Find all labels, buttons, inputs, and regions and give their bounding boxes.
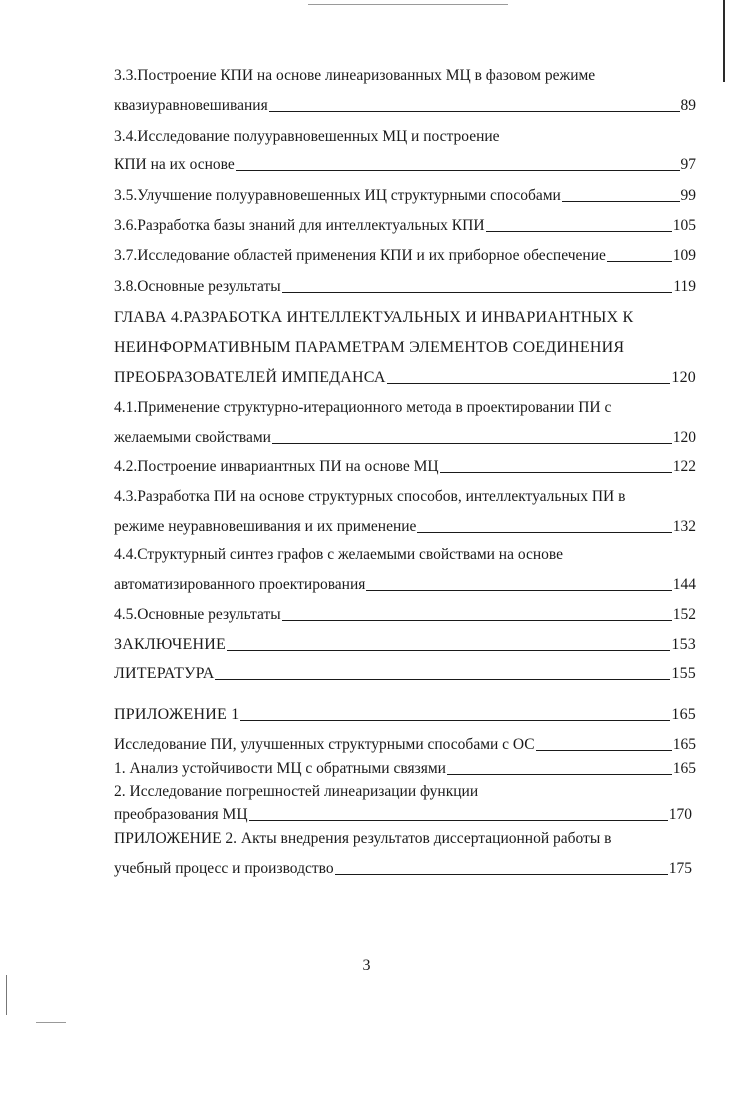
leader-line: [335, 874, 668, 875]
toc-line: [114, 309, 696, 327]
leader-line: [236, 170, 680, 171]
toc-page-number: 122: [672, 458, 696, 475]
toc-entry-text: ЛИТЕРАТУРА: [114, 665, 215, 682]
leader-line: [486, 231, 672, 232]
toc-line: [114, 399, 696, 417]
leader-line: [447, 774, 672, 775]
toc-entry-text: преобразования МЦ: [114, 806, 248, 823]
toc-line[interactable]: [114, 429, 696, 447]
toc-page-number: 155: [671, 665, 696, 682]
toc-line[interactable]: [114, 187, 696, 205]
toc-entry-text: 4.2.Построение инвариантных ПИ на основе МЦ: [114, 458, 439, 475]
toc-entry-text: Исследование ПИ, улучшенных структурными способами с ОС: [114, 736, 535, 753]
leader-line: [227, 650, 670, 651]
toc-line[interactable]: [114, 576, 696, 594]
toc-page-number: 109: [672, 247, 696, 264]
leader-line: [417, 532, 671, 533]
toc-entry-text: 1. Анализ устойчивости МЦ с обратными связями: [114, 760, 446, 777]
leader-line: [366, 590, 671, 591]
toc-entry-text: желаемыми свойствами: [114, 429, 271, 446]
toc-entry-text: ГЛАВА 4.РАЗРАБОТКА ИНТЕЛЛЕКТУАЛЬНЫХ И ИНВАРИАНТНЫХ К: [114, 309, 634, 326]
toc-entry-text: ПРЕОБРАЗОВАТЕЛЕЙ ИМПЕДАНСА: [114, 369, 386, 386]
leader-line: [249, 820, 668, 821]
toc-line[interactable]: [114, 665, 696, 683]
toc-entry-text: учебный процесс и производство: [114, 860, 334, 877]
toc-line[interactable]: [114, 760, 696, 778]
toc-page-number: 99: [680, 187, 696, 204]
toc-entry-text: НЕИНФОРМАТИВНЫМ ПАРАМЕТРАМ ЭЛЕМЕНТОВ СОЕДИНЕНИЯ: [114, 339, 625, 356]
toc-entry-text: ПРИЛОЖЕНИЕ 1: [114, 706, 240, 723]
toc-line[interactable]: [114, 97, 696, 115]
toc-entry-text: ПРИЛОЖЕНИЕ 2. Акты внедрения результатов диссертационной работы в: [114, 830, 612, 847]
toc-line[interactable]: [114, 860, 692, 878]
toc-line: [114, 546, 696, 564]
toc-line[interactable]: [114, 806, 692, 824]
leader-line: [269, 111, 680, 112]
leader-line: [240, 720, 670, 721]
leader-line: [440, 472, 672, 473]
toc-line[interactable]: [114, 736, 696, 754]
toc-entry-text: 4.3.Разработка ПИ на основе структурных способов, интеллектуальных ПИ в: [114, 488, 626, 505]
toc-line: [114, 830, 696, 848]
toc-page-number: 132: [672, 518, 696, 535]
toc-line[interactable]: [114, 606, 696, 624]
toc-entry-text: КПИ на их основе: [114, 156, 235, 173]
leader-line: [282, 292, 673, 293]
toc-page-number: 175: [668, 860, 692, 877]
toc-line: [114, 339, 696, 357]
leader-line: [536, 750, 672, 751]
toc-entry-text: автоматизированного проектирования: [114, 576, 366, 593]
toc-entry-text: квазиуравновешивания: [114, 97, 268, 114]
page-number: 3: [362, 957, 371, 974]
leader-line: [607, 261, 672, 262]
toc-page-number: 165: [671, 706, 696, 723]
toc-line: [114, 67, 696, 85]
toc-entry-text: 3.3.Построение КПИ на основе линеаризованных МЦ в фазовом режиме: [114, 67, 596, 84]
toc-line[interactable]: [114, 369, 696, 387]
toc-page-number: 144: [672, 576, 696, 593]
toc-entry-text: 3.6.Разработка базы знаний для интеллектуальных КПИ: [114, 217, 485, 234]
toc-entry-text: 3.7.Исследование областей применения КПИ и их приборное обеспечение: [114, 247, 606, 264]
toc-page-number: 165: [672, 760, 696, 777]
toc-page-number: 152: [672, 606, 696, 623]
toc-entry-text: 2. Исследование погрешностей линеаризации функции: [114, 783, 479, 800]
leader-line: [387, 383, 671, 384]
toc-line[interactable]: [114, 278, 696, 296]
leader-line: [215, 679, 670, 680]
toc-entry-text: 4.1.Применение структурно-итерационного метода в проектировании ПИ с: [114, 399, 612, 416]
toc-line[interactable]: [114, 156, 696, 174]
toc-entry-text: режиме неуравновешивания и их применение: [114, 518, 417, 535]
toc-line[interactable]: [114, 706, 696, 724]
toc-page-number: 170: [668, 806, 692, 823]
toc-entry-text: 4.4.Структурный синтез графов с желаемыми свойствами на основе: [114, 546, 564, 563]
toc-page-number: 120: [671, 369, 696, 386]
toc-page-number: 119: [673, 278, 696, 295]
toc-page-number: 105: [672, 217, 696, 234]
toc-entry-text: 4.5.Основные результаты: [114, 606, 281, 623]
toc-line[interactable]: [114, 518, 696, 536]
toc-page-number: 165: [672, 736, 696, 753]
toc-line[interactable]: [114, 217, 696, 235]
toc-line: [114, 488, 696, 506]
toc-line[interactable]: [114, 247, 696, 265]
toc-line[interactable]: [114, 636, 696, 654]
toc-line: [114, 783, 696, 801]
toc-page-number: 120: [672, 429, 696, 446]
toc-page-number: 97: [680, 156, 696, 173]
toc-entry-text: 3.4.Исследование полууравновешенных МЦ и построение: [114, 128, 500, 145]
toc-entry-text: ЗАКЛЮЧЕНИЕ: [114, 636, 226, 653]
toc-line: [114, 128, 696, 146]
toc-entry-text: 3.8.Основные результаты: [114, 278, 281, 295]
toc-line[interactable]: [114, 458, 696, 476]
leader-line: [562, 201, 680, 202]
leader-line: [282, 620, 672, 621]
toc-page-number: 153: [671, 636, 696, 653]
leader-line: [272, 443, 672, 444]
toc-page-number: 89: [680, 97, 696, 114]
toc-entry-text: 3.5.Улучшение полууравновешенных ИЦ структурными способами: [114, 187, 561, 204]
